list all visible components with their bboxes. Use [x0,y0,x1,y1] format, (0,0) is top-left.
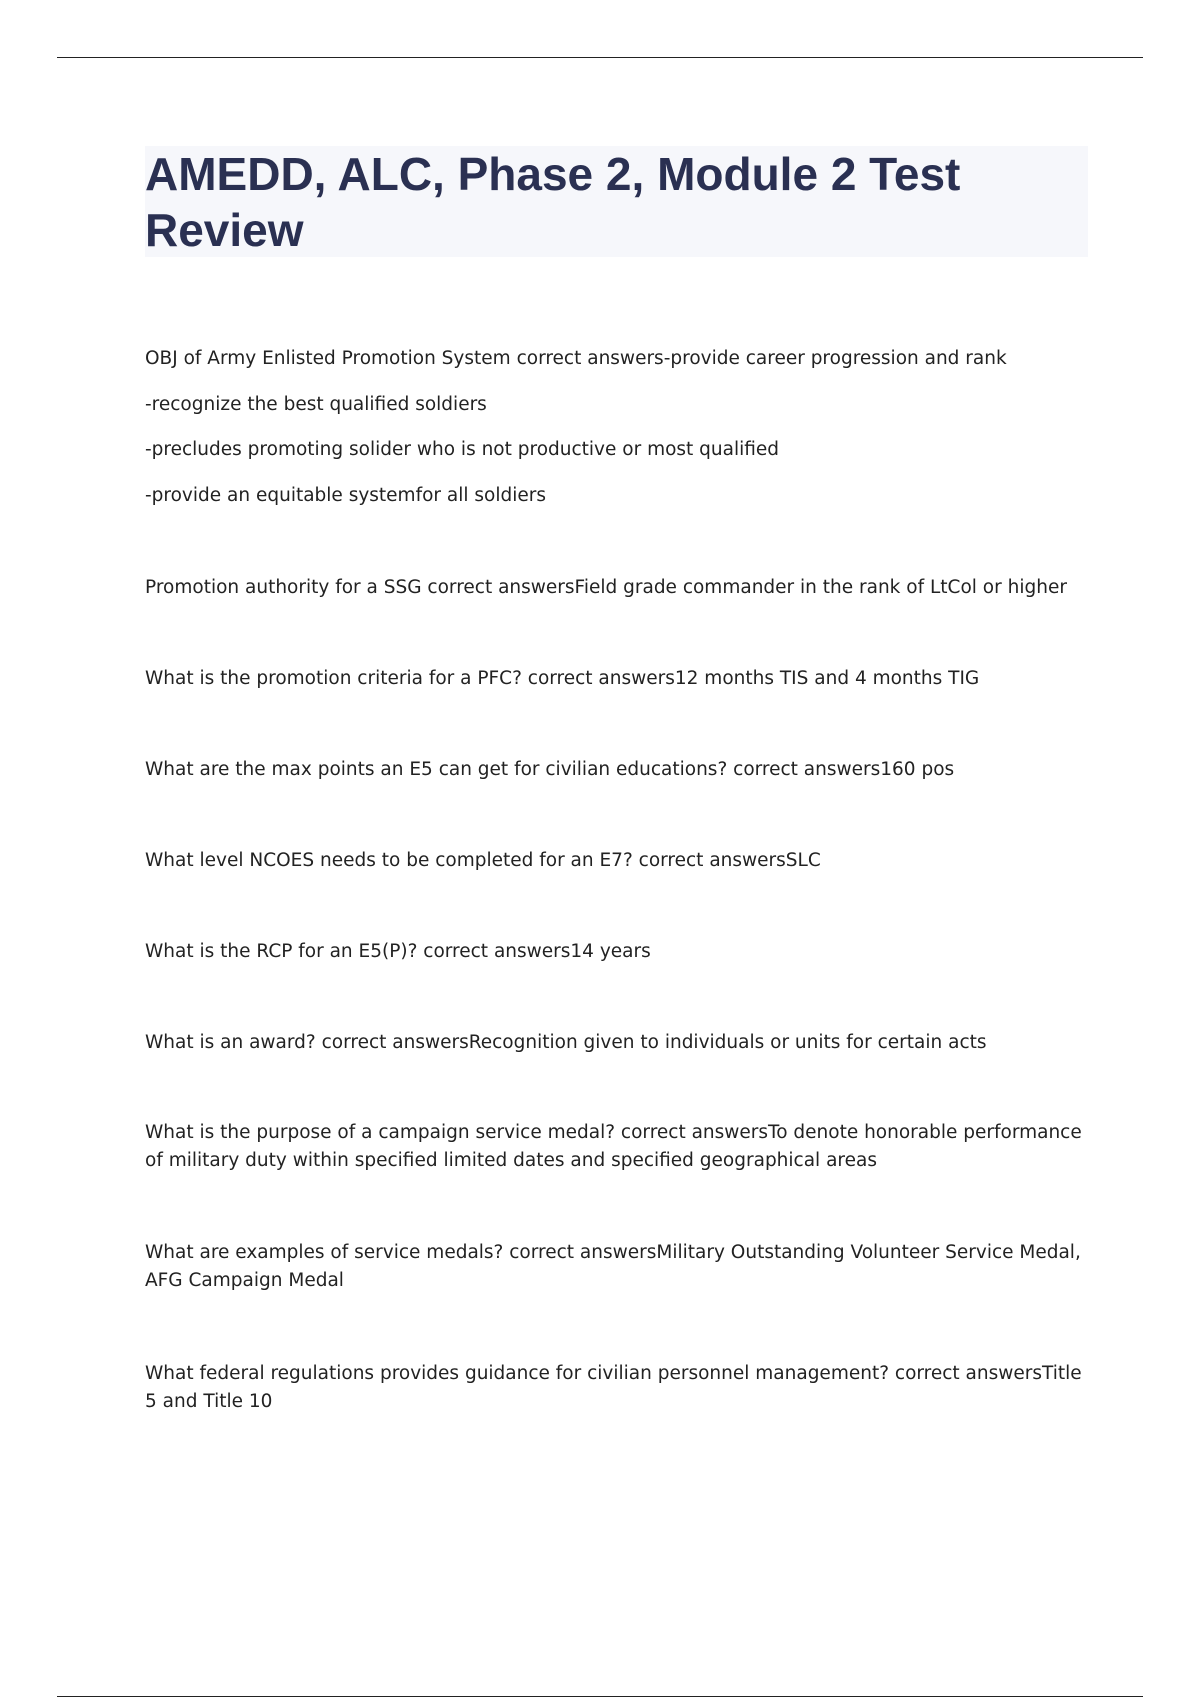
qa-item-1-question: OBJ of Army Enlisted Promotion System [145,348,511,369]
qa-item-1-answer-label: correct answers [516,348,664,369]
qa-item-1-line-1 [145,348,1085,369]
top-rule [57,57,1143,58]
qa-item-1-answer-line-2: -recognize the best qualified soldiers [145,394,487,415]
bottom-rule [57,1696,1143,1697]
qa-item-1-answer-line-3: -precludes promoting solider who is not productive or most qualified [145,439,780,460]
qa-item-2: Promotion authority for a SSG correct answersField grade commander in the rank of LtCol or higher [145,577,1067,598]
qa-item-7: What is an award? correct answersRecognition given to individuals or units for certain acts [145,1032,987,1053]
qa-item-1-answer-line-4: -provide an equitable systemfor all soldiers [145,485,547,506]
qa-item-4: What are the max points an E5 can get for civilian educations? correct answers160 pos [145,759,955,780]
qa-item-9: What are examples of service medals? correct answersMilitary Outstanding Volunteer Service Medal, AFG Campaign Medal [145,1242,1081,1291]
qa-item-5: What level NCOES needs to be completed for an E7? correct answersSLC [145,850,821,871]
qa-item-1-answer-line-1: -provide career progression and rank [663,348,1007,369]
page-title: AMEDD, ALC, Phase 2, Module 2 Test Review [145,148,961,256]
qa-item-6: What is the RCP for an E5(P)? correct answers14 years [145,941,651,962]
qa-item-8: What is the purpose of a campaign service medal? correct answersTo denote honorable performance of military duty within specified limited dates and specified geographical areas [145,1122,1082,1171]
qa-item-3: What is the promotion criteria for a PFC? correct answers12 months TIS and 4 months TIG [145,668,980,689]
qa-item-10: What federal regulations provides guidance for civilian personnel management? correct answersTitle 5 and Title 10 [145,1363,1082,1412]
